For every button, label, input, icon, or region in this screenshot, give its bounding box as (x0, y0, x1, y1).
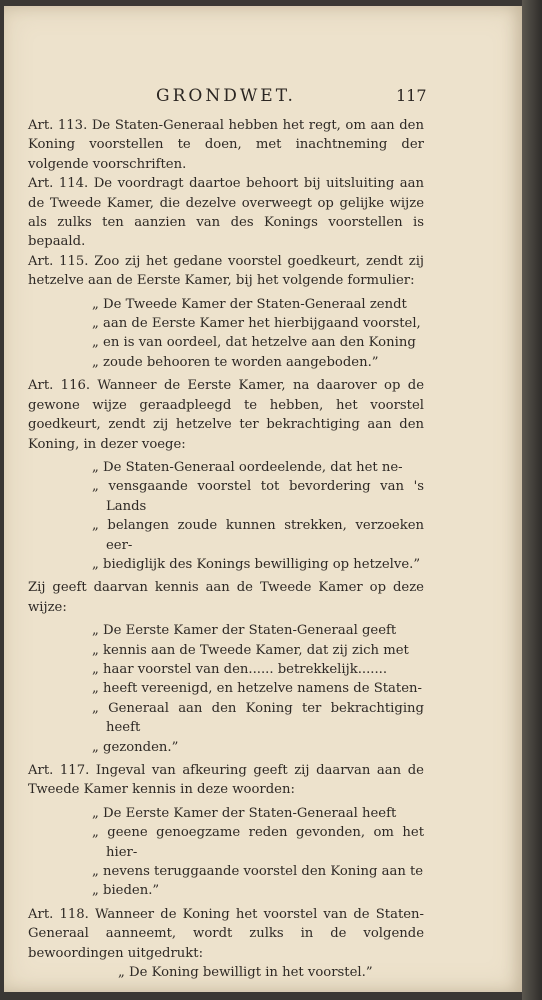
formula-tweede-kamer (28, 295, 424, 373)
quote-line: „ haar voorstel van den...... betrekkelijk....... (92, 661, 388, 677)
quote-line: „ De Eerste Kamer der Staten-Generaal geeft (92, 623, 397, 639)
quote-line: „ belangen zoude kunnen strekken, verzoeken eer- (92, 518, 424, 553)
formula-kennisgeving (28, 621, 424, 757)
formula-bekrachtiging (28, 458, 424, 574)
article-118: Art. 118. Wanneer de Koning het voorstel van de Staten-Generaal aanneemt, wordt zulks in de volgende bewoordingen uitgedrukt: (28, 906, 424, 961)
quote-line: „ geene genoegzame reden gevonden, om het hier- (92, 825, 424, 860)
article-116: Art. 116. Wanneer de Eerste Kamer, na daarover op de gewone wijze geraadpleegd te hebben, het voorstel goedkeurt, zendt zij hetzelve ter bekrachtiging aan den Koning, in dezer voege: (28, 378, 424, 452)
quote-line: „ nevens teruggaande voorstel den Koning aan te (92, 864, 424, 880)
article-113: Art. 113. De Staten-Generaal hebben het regt, om aan den Koning voorstellen te doen, met inachtneming der volgende voorschriften. (28, 118, 424, 172)
notification-paragraph: Zij geeft daarvan kennis aan de Tweede Kamer op deze wijze: (28, 580, 424, 615)
article-114: Art. 114. De voordragt daartoe behoort bij uitsluiting aan de Tweede Kamer, die dezelve overweegt op gelijke wijze als zulks ten aanzien van des Konings voorstellen is bepaald. (28, 176, 424, 250)
book-page (4, 6, 522, 992)
body-text (28, 116, 424, 982)
quote-line: „ De Staten-Generaal oordeelende, dat het ne- (92, 459, 403, 475)
quote-line: „ Generaal aan den Koning ter bekrachtiging heeft (92, 700, 424, 736)
quote-line: „ vensgaande voorstel tot bevordering van 's Lands (92, 479, 424, 514)
quote-line: „ zoude behooren te worden aangeboden.” (92, 354, 379, 370)
quote-line: „ en is van oordeel, dat hetzelve aan den Koning (92, 335, 416, 351)
quote-line: „ De Eerste Kamer der Staten-Generaal heeft (92, 805, 397, 821)
quote-line: „ gezonden.” (92, 739, 179, 755)
quote-line: „ biediglijk des Konings bewilliging op hetzelve.” (92, 556, 421, 572)
quote-line: „ heeft vereenigd, en hetzelve namens de Staten- (92, 681, 422, 697)
running-header: GRONDWET. (156, 86, 296, 106)
article-117: Art. 117. Ingeval van afkeuring geeft zij daarvan aan de Tweede Kamer kennis in deze woorden: (28, 763, 424, 798)
quote-line: „ kennis aan de Tweede Kamer, dat zij zich met (92, 642, 409, 658)
formula-afkeuring (28, 804, 424, 901)
quote-line: „ aan de Eerste Kamer het hierbijgaand voorstel, (92, 316, 421, 332)
page-number: 117 (396, 86, 427, 105)
quote-line: „ bieden.” (92, 883, 160, 899)
quote-line: „ De Tweede Kamer der Staten-Generaal zendt (92, 296, 407, 312)
article-115: Art. 115. Zoo zij het gedane voorstel goedkeurt, zendt zij hetzelve aan de Eerste Kamer, bij het volgende formulier: (28, 253, 424, 289)
formula-bewilliging: „ De Koning bewilligt in het voorstel.” (118, 965, 373, 981)
book-edge (522, 0, 542, 1000)
